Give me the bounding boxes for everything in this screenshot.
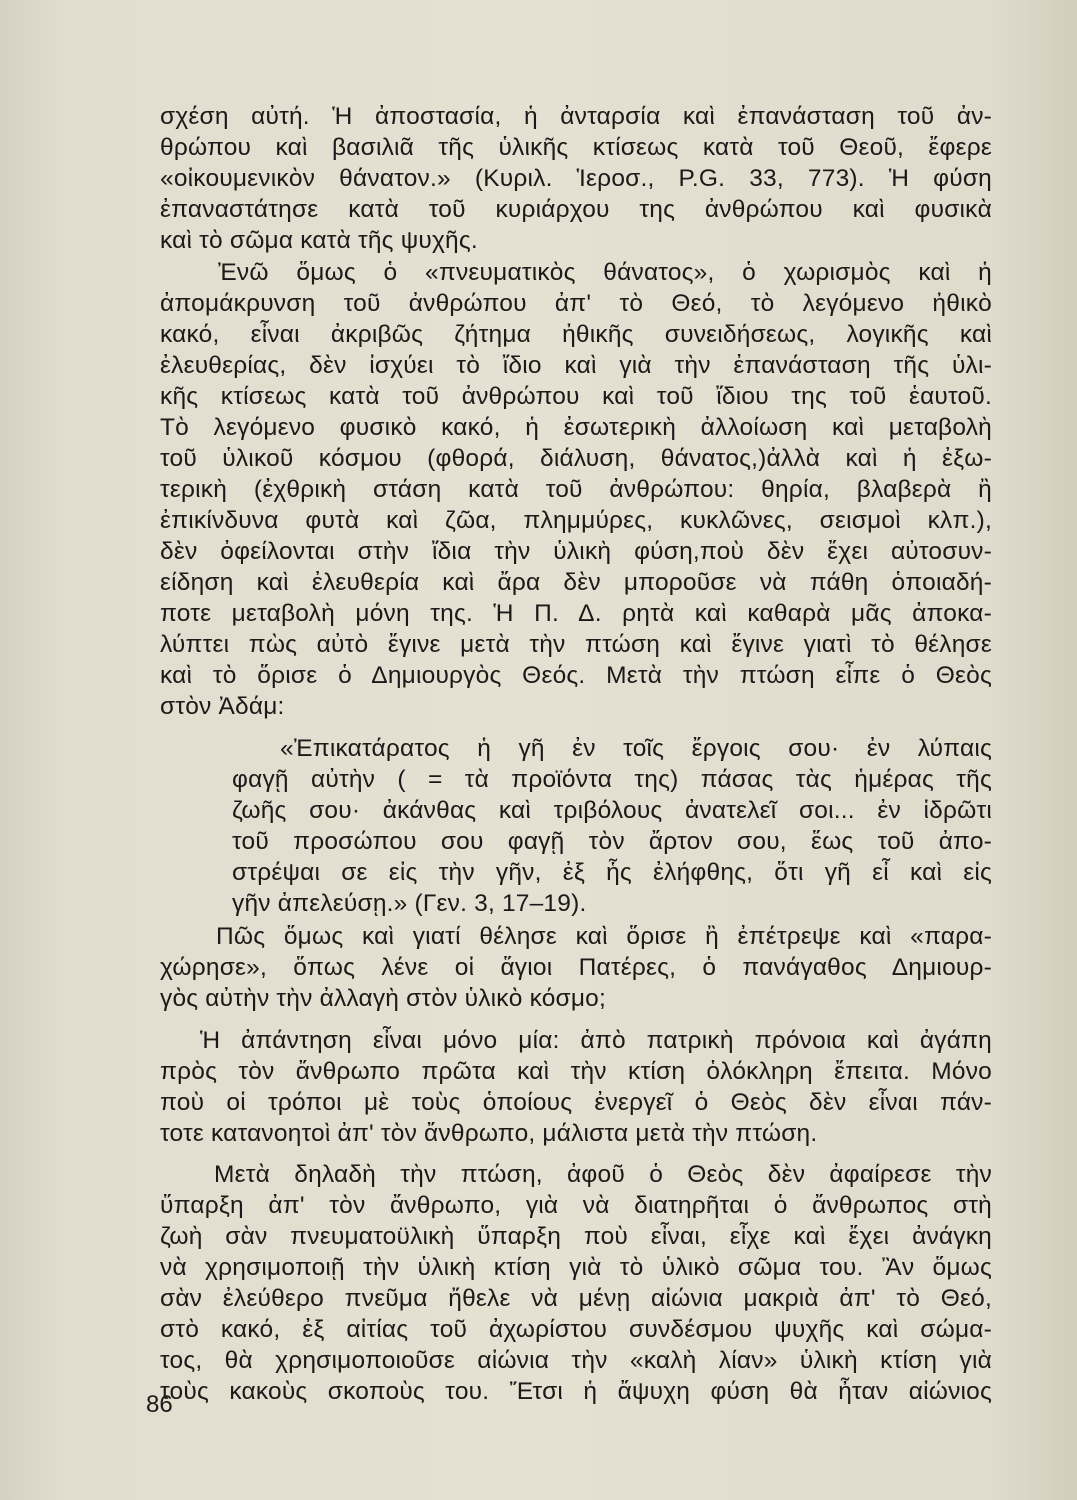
text-line: ζωὴ σὰν πνευματοϋλικὴ ὕπαρξη ποὺ εἶναι, εἶχε καὶ ἔχει ἀνάγκη — [160, 1223, 992, 1250]
text-line: τερικὴ (ἐχθρικὴ στάση κατὰ τοῦ ἀνθρώπου: θηρία, βλαβερὰ ἢ — [160, 476, 992, 503]
text-line: ζωῆς σου· ἀκάνθας καὶ τριβόλους ἀνατελεῖ σοι... ἐν ἱδρῶτι — [232, 797, 992, 824]
text-line: πρὸς τὸν ἄνθρωπο πρῶτα καὶ τὴν κτίση ὁλόκληρη ἔπειτα. Μόνο — [160, 1058, 992, 1085]
text-line: σὰν ἐλεύθερο πνεῦμα ἤθελε νὰ μένῃ αἰώνια μακριὰ ἀπ' τὸ Θεό, — [160, 1285, 992, 1312]
text-line: Τὸ λεγόμενο φυσικὸ κακό, ἡ ἐσωτερικὴ ἀλλοίωση καὶ μεταβολὴ — [160, 414, 992, 441]
text-line: δὲν ὀφείλονται στὴν ἴδια τὴν ὑλικὴ φύση,ποὺ δὲν ἔχει αὐτοσυν- — [160, 538, 992, 565]
text-line: κῆς κτίσεως κατὰ τοῦ ἀνθρώπου καὶ τοῦ ἴδιου της τοῦ ἑαυτοῦ. — [160, 383, 992, 410]
text-line: Μετὰ δηλαδὴ τὴν πτώση, ἀφοῦ ὁ Θεὸς δὲν ἀφαίρεσε τὴν — [214, 1161, 992, 1188]
text-line: κακό, εἶναι ἀκριβῶς ζήτημα ἠθικῆς συνειδήσεως, λογικῆς καὶ — [160, 321, 992, 348]
text-line: «Ἐπικατάρατος ἡ γῆ ἐν τοῖς ἔργοις σου· ἐν λύπαις — [280, 735, 992, 762]
text-line: στὸ κακό, ἐξ αἰτίας τοῦ ἀχωρίστου συνδέσμου ψυχῆς καὶ σώμα- — [160, 1316, 992, 1343]
text-line: ποτε μεταβολὴ μόνη της. Ἡ Π. Δ. ρητὰ καὶ καθαρὰ μᾶς ἀποκα- — [160, 600, 992, 627]
text-line: σχέση αὐτή. Ἡ ἀποστασία, ἡ ἀνταρσία καὶ ἐπανάσταση τοῦ ἀν- — [160, 103, 992, 130]
text-line: ὕπαρξη ἀπ' τὸν ἄνθρωπο, γιὰ νὰ διατηρῆται ὁ ἄνθρωπος στὴ — [160, 1192, 992, 1219]
text-line: στρέψαι σε εἰς τὴν γῆν, ἐξ ἧς ἐλήφθης, ὅτι γῆ εἶ καὶ εἰς — [232, 859, 992, 886]
text-line: τος, θὰ χρησιμοποιοῦσε αἰώνια τὴν «καλὴ λίαν» ὑλικὴ κτίση γιὰ — [160, 1347, 992, 1374]
text-line: γῆν ἀπελεύσῃ.» (Γεν. 3, 17–19). — [232, 890, 587, 917]
text-line: Πῶς ὅμως καὶ γιατί θέλησε καὶ ὅρισε ἢ ἐπέτρεψε καὶ «παρα- — [216, 923, 992, 950]
text-line: ἐπαναστάτησε κατὰ τοῦ κυριάρχου της ἀνθρώπου καὶ φυσικὰ — [160, 196, 992, 223]
text-line: καὶ τὸ ὅρισε ὁ Δημιουργὸς Θεός. Μετὰ τὴν πτώση εἶπε ὁ Θεὸς — [160, 662, 992, 689]
text-line: λύπτει πὼς αὐτὸ ἔγινε μετὰ τὴν πτώση καὶ ἔγινε γιατὶ τὸ θέλησε — [160, 631, 992, 658]
text-line: ποὺ οἱ τρόποι μὲ τοὺς ὁποίους ἐνεργεῖ ὁ Θεὸς δὲν εἶναι πάν- — [160, 1089, 992, 1116]
text-line: ἀπομάκρυνση τοῦ ἀνθρώπου ἀπ' τὸ Θεό, τὸ λεγόμενο ἠθικὸ — [160, 290, 992, 317]
text-line: Ἡ ἀπάντηση εἶναι μόνο μία: ἀπὸ πατρικὴ πρόνοια καὶ ἀγάπη — [200, 1027, 992, 1054]
text-line: θρώπου καὶ βασιλιᾶ τῆς ὑλικῆς κτίσεως κατὰ τοῦ Θεοῦ, ἔφερε — [160, 134, 992, 161]
text-line: «οἰκουμενικὸν θάνατον.» (Κυριλ. Ἱεροσ., P.G. 33, 773). Ἡ φύση — [160, 165, 992, 192]
text-line: Ἐνῶ ὅμως ὁ «πνευματικὸς θάνατος», ὁ χωρισμὸς καὶ ἡ — [218, 259, 992, 286]
text-line: καὶ τὸ σῶμα κατὰ τῆς ψυχῆς. — [160, 227, 478, 254]
text-line: φαγῇ αὐτὴν ( = τὰ προϊόντα της) πάσας τὰς ἡμέρας τῆς — [232, 766, 992, 793]
text-line: τοὺς κακοὺς σκοποὺς του. Ἔτσι ἡ ἄψυχη φύση θὰ ἦταν αἰώνιος — [160, 1378, 992, 1405]
text-line: ἐπικίνδυνα φυτὰ καὶ ζῶα, πλημμύρες, κυκλῶνες, σεισμοὶ κλπ.), — [160, 507, 992, 534]
text-line: στὸν Ἀδάμ: — [160, 693, 285, 720]
text-line: γὸς αὐτὴν τὴν ἀλλαγὴ στὸν ὑλικὸ κόσμο; — [160, 985, 607, 1012]
text-line: είδηση καὶ ἐλευθερία καὶ ἄρα δὲν μποροῦσε νὰ πάθη ὁποιαδή- — [160, 569, 992, 596]
text-line: τοῦ ὑλικοῦ κόσμου (φθορά, διάλυση, θάνατος,)ἀλλὰ καὶ ἡ ἐξω- — [160, 445, 992, 472]
text-line: χώρησε», ὅπως λένε οἱ ἅγιοι Πατέρες, ὁ πανάγαθος Δημιουρ- — [160, 954, 992, 981]
page-number: 86 — [146, 1391, 173, 1418]
text-line: τοτε κατανοητοὶ ἀπ' τὸν ἄνθρωπο, μάλιστα μετὰ τὴν πτώση. — [160, 1120, 818, 1147]
text-line: τοῦ προσώπου σου φαγῇ τὸν ἄρτον σου, ἕως τοῦ ἀπο- — [232, 828, 992, 855]
text-line: ἐλευθερίας, δὲν ἰσχύει τὸ ἴδιο καὶ γιὰ τὴν ἐπανάσταση τῆς ὑλι- — [160, 352, 992, 379]
text-line: νὰ χρησιμοποιῇ τὴν ὑλικὴ κτίση γιὰ τὸ ὑλικὸ σῶμα του. Ἂν ὅμως — [160, 1254, 992, 1281]
